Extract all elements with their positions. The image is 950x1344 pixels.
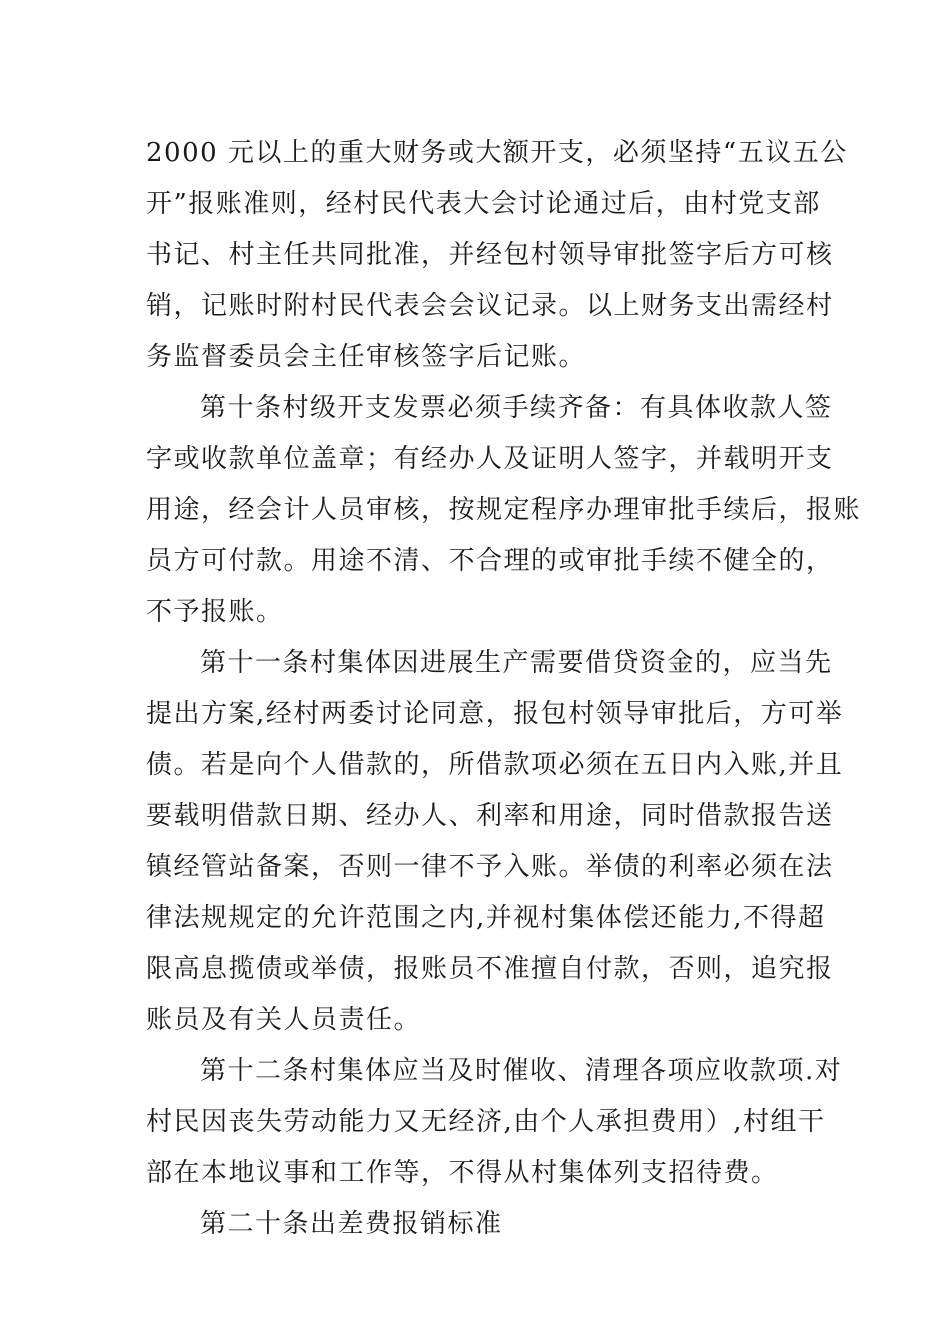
body-line: 部在本地议事和工作等，不得从村集体列支招待费。 [146,1158,779,1188]
body-line: 限高息揽债或举债，报账员不准擅自付款，否则，追究报 [146,954,834,984]
body-line: 字或收款单位盖章；有经办人及证明人签字，并载明开支 [146,444,834,474]
document-body [146,128,862,1250]
body-line: 书记、村主任共同批准，并经包村领导审批签字后方可核 [146,240,834,270]
body-line: 销，记账时附村民代表会会议记录。以上财务支出需经村 [146,291,834,321]
body-line: 员方可付款。用途不清、不合理的或审批手续不健全的， [146,546,834,576]
body-line: 用途，经会计人员审核，按规定程序办理审批手续后，报账 [146,495,862,525]
body-line: 村民因丧失劳动能力又无经济,由个人承担费用）,村组干 [146,1107,826,1137]
body-line: 律法规规定的允许范围之内,并视村集体偿还能力,不得超 [146,903,826,933]
article-10-line: 第十条村级开支发票必须手续齐备：有具体收款人签 [200,393,833,423]
body-line: 开”报账准则，经村民代表大会讨论通过后，由村党支部 [146,189,821,219]
body-line: 提出方案,经村两委讨论同意，报包村领导审批后，方可举 [146,699,844,729]
body-line: 2000 元以上的重大财务或大额开支，必须坚持“五议五公 [146,138,848,168]
body-line: 镇经管站备案，否则一律不予入账。举债的利率必须在法 [146,852,834,882]
body-line: 务监督委员会主任审核签字后记账。 [146,342,587,372]
body-line: 要载明借款日期、经办人、利率和用途，同时借款报告送 [146,801,834,831]
body-line: 债。若是向个人借款的，所借款项必须在五日内入账,并且 [146,750,844,780]
article-20-heading: 第二十条出差费报销标准 [200,1209,503,1239]
body-line: 不予报账。 [146,597,284,627]
body-line: 账员及有关人员责任。 [146,1005,422,1035]
article-12-line: 第十二条村集体应当及时催收、清理各项应收款项.对 [200,1056,843,1086]
article-11-line: 第十一条村集体因进展生产需要借贷资金的，应当先 [200,648,833,678]
